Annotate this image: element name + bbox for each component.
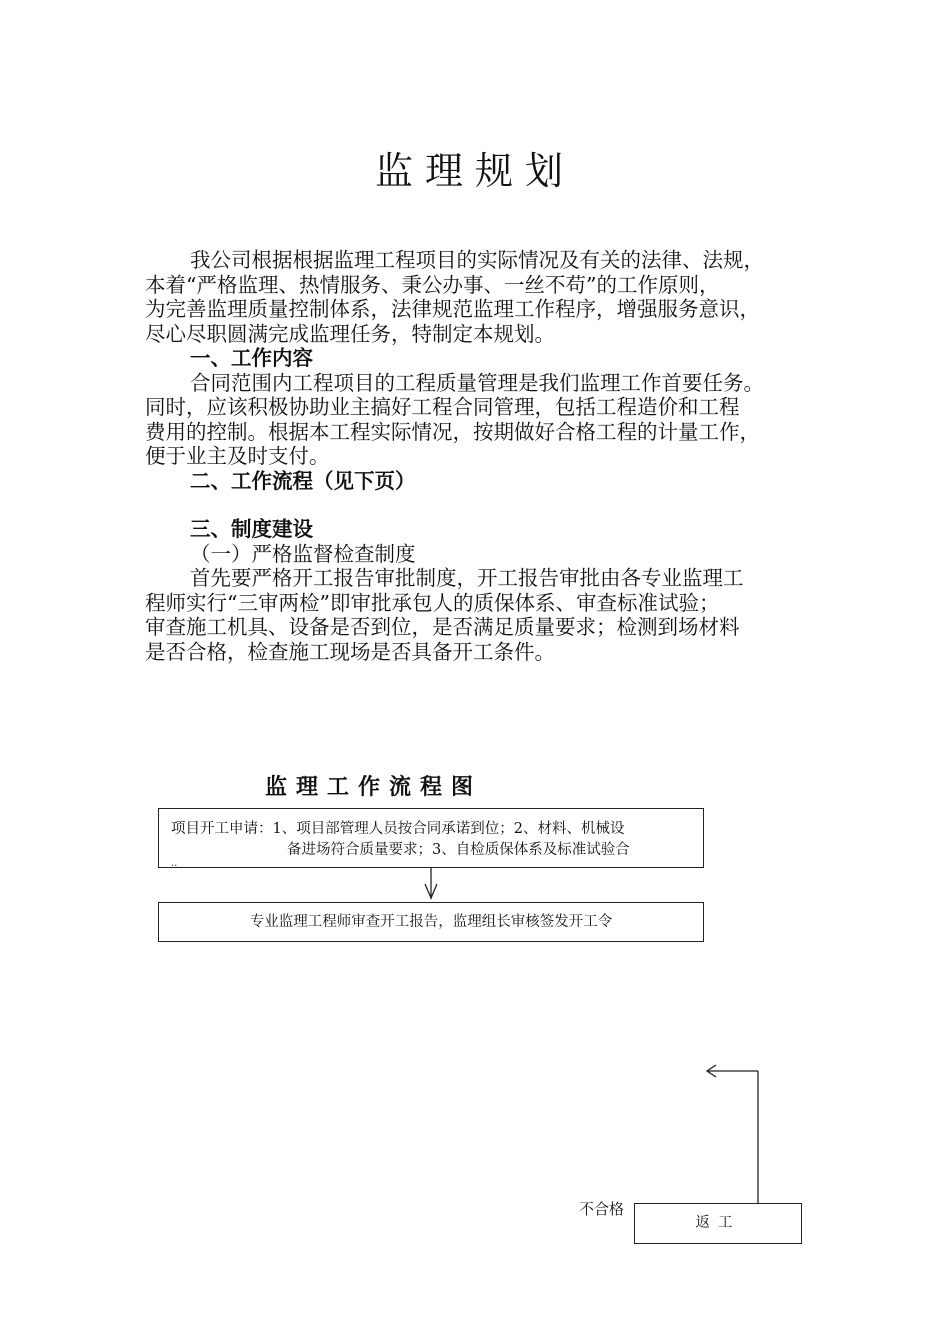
flow-box-line: 项目开工申请：1、项目部管理人员按合同承诺到位；2、材料、机械设	[171, 821, 625, 837]
document-title: 监理规划	[374, 149, 575, 193]
section3-subheading: （一）严格监督检查制度	[190, 541, 416, 566]
section1-line: 便于业主及时支付。	[145, 444, 330, 468]
flowchart-title: 监理工作流程图	[265, 775, 483, 800]
section-heading-2: 二、工作流程（见下页）	[190, 468, 416, 493]
section-heading-3: 三、制度建设	[190, 517, 313, 541]
fail-label: 不合格	[579, 1200, 625, 1218]
intro-line: 为完善监理质量控制体系，法律规范监理工作程序，增强服务意识，	[145, 297, 760, 321]
flow-box-line: 备进场符合质量要求；3、自检质保体系及标准试验合	[287, 842, 630, 858]
arrow-down-icon	[425, 868, 437, 899]
intro-line: 我公司根据根据监理工程项目的实际情况及有关的法律、法规，	[190, 248, 764, 272]
section3-line: 审查施工机具、设备是否到位，是否满足质量要求；检测到场材料	[145, 615, 740, 639]
intro-line: 本着“严格监理、热情服务、秉公办事、一丝不苟”的工作原则，	[145, 272, 720, 297]
section1-line: 同时，应该积极协助业主搞好工程合同管理，包括工程造价和工程	[145, 395, 740, 419]
flow-box-line: ..	[171, 858, 178, 869]
section1-line: 费用的控制。根据本工程实际情况，按期做好合格工程的计量工作，	[145, 419, 760, 444]
section-heading-1: 一、工作内容	[190, 346, 313, 370]
section3-line: 首先要严格开工报告审批制度，开工报告审批由各专业监理工	[190, 566, 744, 590]
flow-box-rework: 返工	[634, 1203, 802, 1244]
intro-line: 尽心尽职圆满完成监理任务，特制定本规划。	[145, 321, 555, 346]
arrow-left-icon	[707, 1065, 758, 1203]
flow-box-review-report: 专业监理工程师审查开工报告，监理组长审核签发开工令	[158, 902, 704, 942]
section3-line: 程师实行“三审两检”即审批承包人的质保体系、审查标准试验；	[145, 590, 720, 615]
section3-line: 是否合格，检查施工现场是否具备开工条件。	[145, 639, 555, 664]
section1-line: 合同范围内工程项目的工程质量管理是我们监理工作首要任务。	[190, 370, 764, 395]
